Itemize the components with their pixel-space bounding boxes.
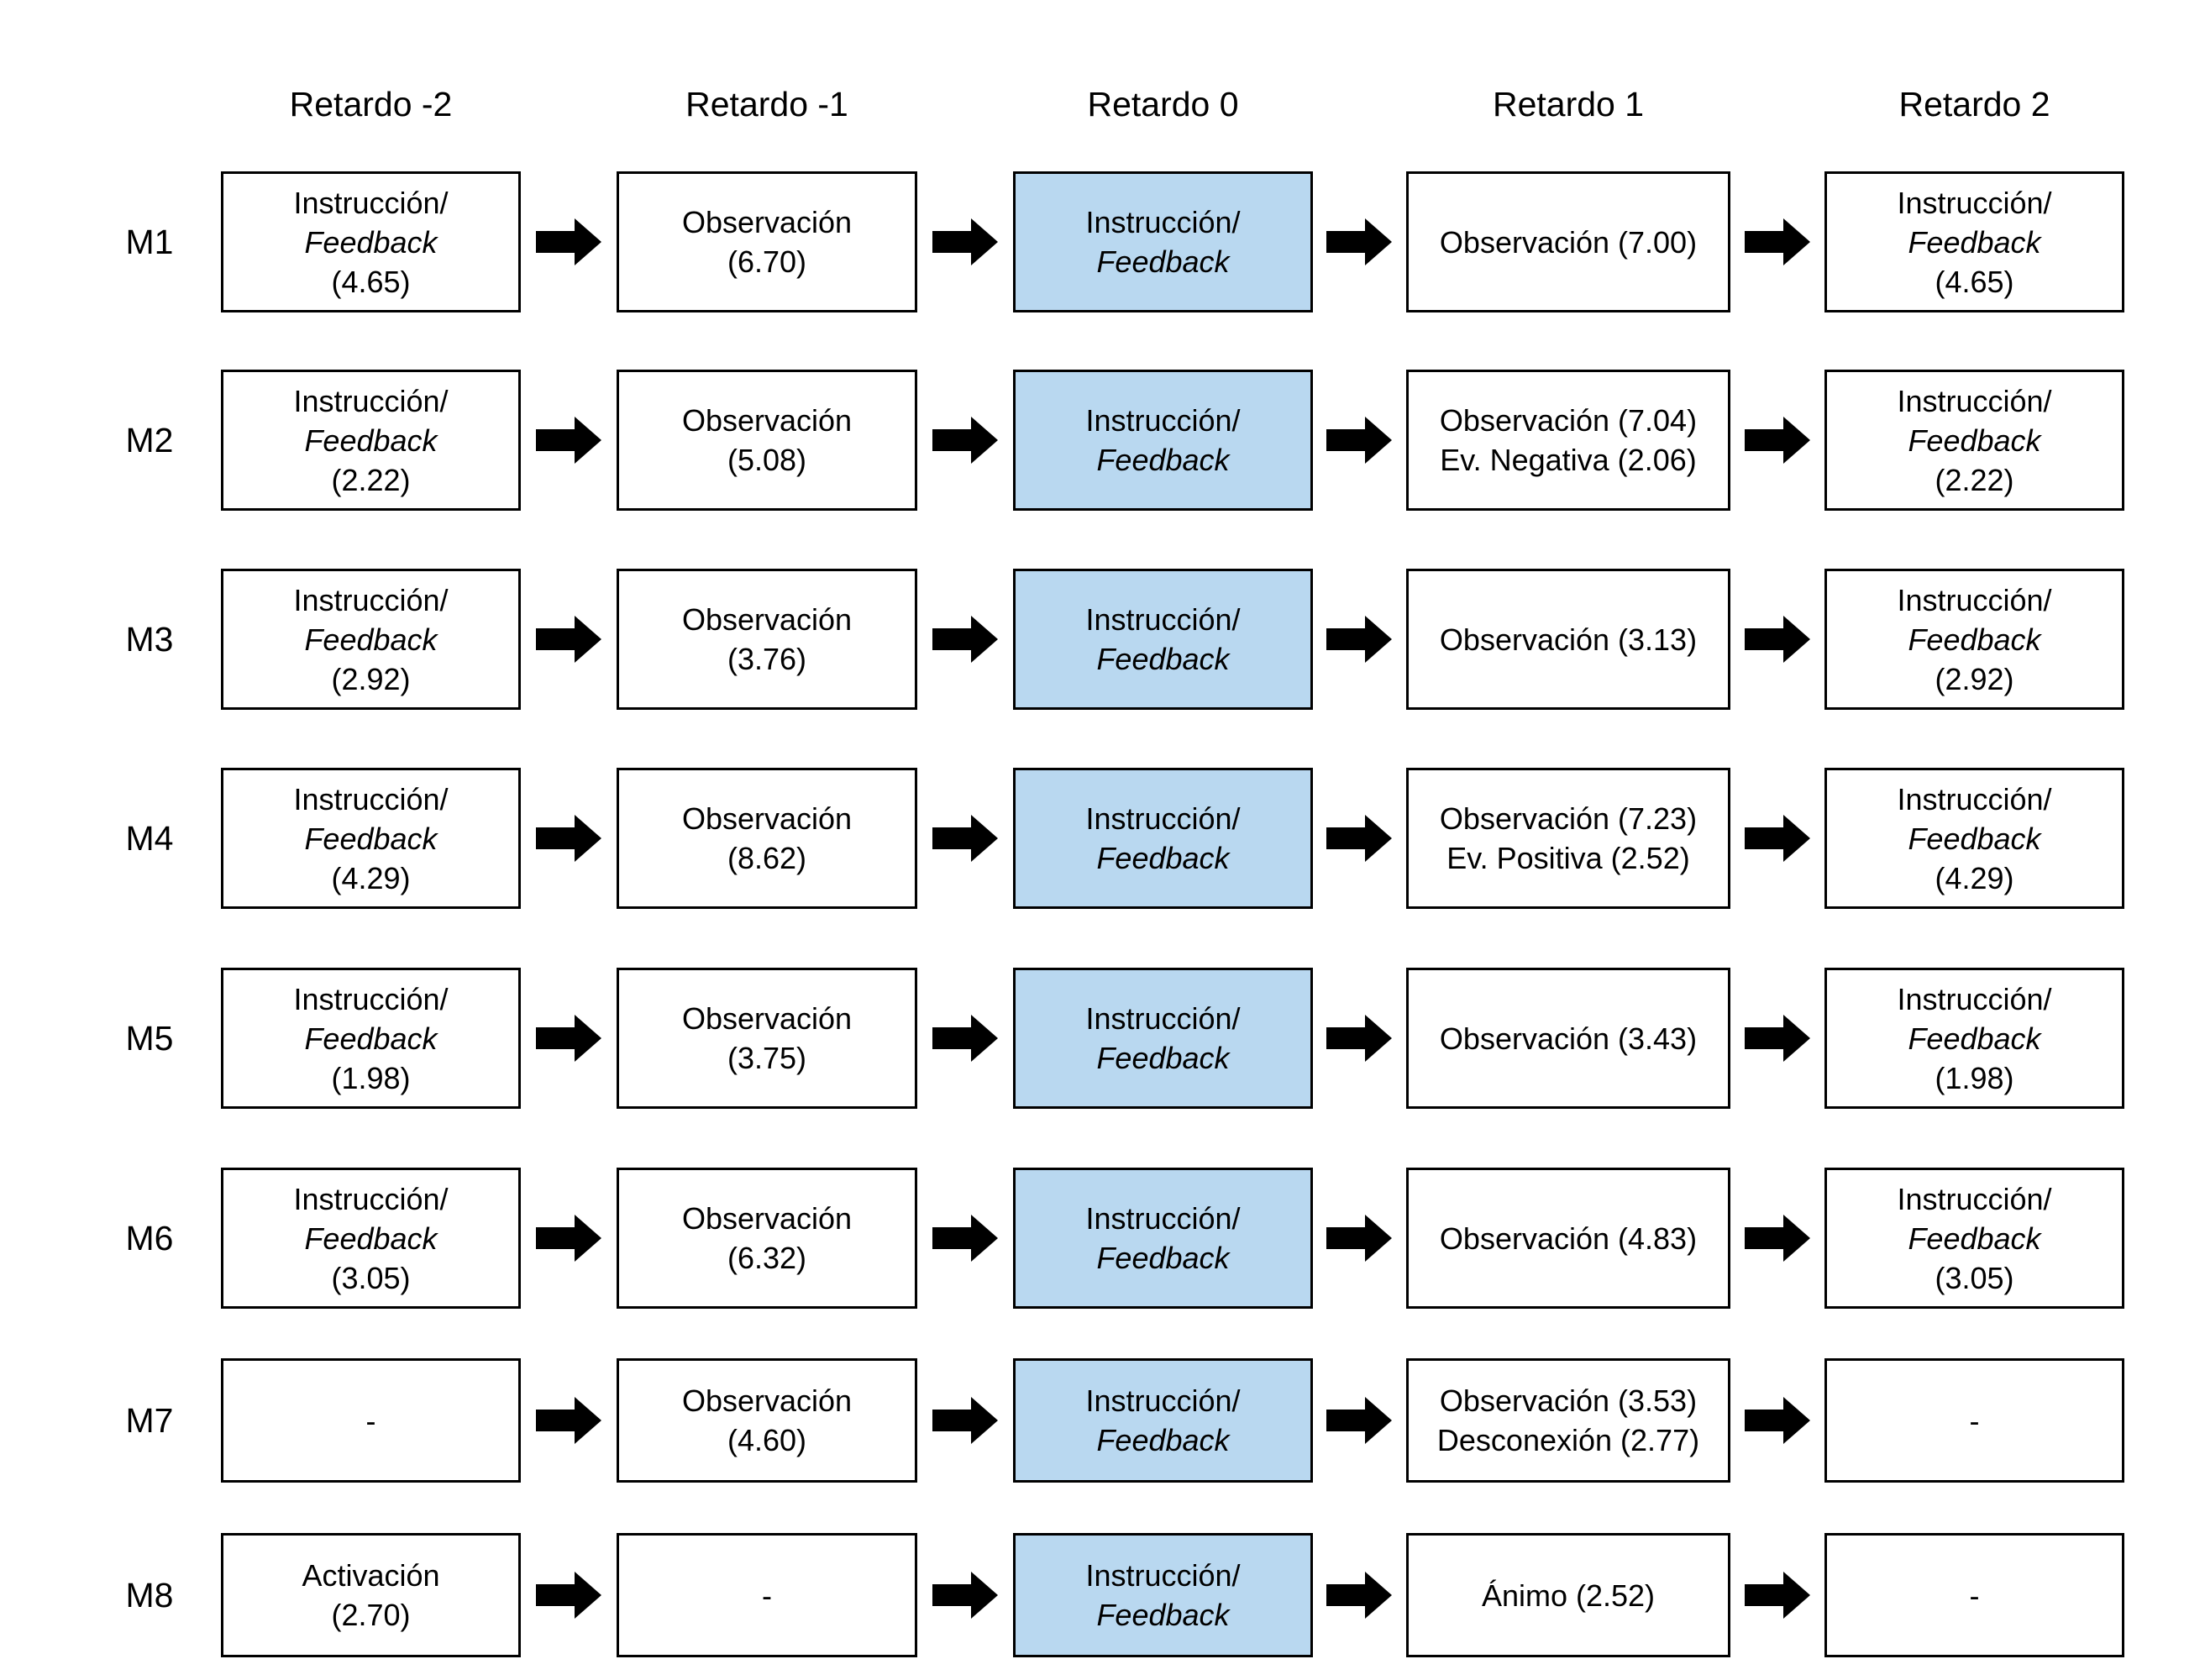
cell-line: (3.05) [331, 1260, 411, 1295]
cell-line: Ev. Positiva (2.52) [1446, 841, 1690, 875]
cell-line: Feedback [1096, 1041, 1230, 1075]
cell-line: Instrucción/ [293, 185, 449, 220]
cell-line: Instrucción/ [1085, 205, 1241, 239]
cell-box-highlight [1013, 569, 1313, 710]
arrow-right-icon [932, 616, 998, 663]
arrow-right-icon [536, 417, 601, 464]
row-label-m4: M4 [125, 818, 174, 858]
arrow-right-icon [536, 1572, 601, 1619]
cell-line: Instrucción/ [293, 582, 449, 617]
cell-box [617, 968, 917, 1109]
cell-line: Feedback [1096, 642, 1230, 676]
cell-line: Feedback [1096, 1598, 1230, 1632]
arrow-right-icon [932, 1215, 998, 1262]
cell-box [221, 370, 521, 511]
arrow-right-icon [1326, 417, 1392, 464]
cell-box [617, 171, 917, 312]
cell-line: (1.98) [331, 1060, 411, 1095]
arrow-right-icon [932, 1015, 998, 1062]
cell-line: Instrucción/ [1897, 582, 2052, 617]
cell-line: Observación [681, 205, 853, 239]
cell-line: Observación (7.00) [1439, 224, 1698, 260]
cell-line: Feedback [1096, 1423, 1230, 1457]
cell-line: Instrucción/ [1085, 1383, 1241, 1418]
cell-box [221, 171, 521, 312]
cell-box [221, 768, 521, 909]
cell-line: (3.76) [727, 642, 807, 676]
column-header: Retardo 0 [1087, 85, 1239, 123]
cell-box [617, 1168, 917, 1309]
cell-line: Instrucción/ [1085, 1558, 1241, 1593]
cell-line: (1.98) [1935, 1060, 2014, 1095]
column-header: Retardo 2 [1898, 85, 2050, 123]
cell-box [221, 968, 521, 1109]
cell-box [1824, 171, 2124, 312]
cell-line: Feedback [1096, 841, 1230, 875]
cell-line: Instrucción/ [1897, 981, 2052, 1016]
cell-line: Feedback [1908, 224, 2041, 260]
cell-line: Observación [681, 1201, 853, 1236]
cell-line: Observación (3.43) [1439, 1021, 1698, 1056]
cell-line: Instrucción/ [1085, 1201, 1241, 1236]
cell-line: Observación [681, 1001, 853, 1036]
arrow-right-icon [932, 1572, 998, 1619]
cell-line: (2.22) [331, 462, 411, 497]
cell-box [221, 1168, 521, 1309]
arrow-right-icon [1745, 1015, 1810, 1062]
cell-box [1406, 1358, 1730, 1483]
cell-box [221, 569, 521, 710]
arrow-right-icon [1745, 1572, 1810, 1619]
arrow-right-icon [536, 616, 601, 663]
cell-line: Ev. Negativa (2.06) [1440, 443, 1697, 477]
cell-box [617, 1358, 917, 1483]
cell-box [1824, 1533, 2124, 1657]
cell-line: Instrucción/ [1085, 602, 1241, 637]
cell-box-highlight [1013, 768, 1313, 909]
arrow-right-icon [1745, 616, 1810, 663]
cell-line: Observación [681, 801, 853, 836]
cell-line: Instrucción/ [293, 981, 449, 1016]
cell-line: - [1969, 1403, 1980, 1438]
cell-line: (4.29) [331, 860, 411, 895]
cell-box [1824, 370, 2124, 511]
arrow-right-icon [1745, 1397, 1810, 1444]
row-label-m8: M8 [125, 1575, 174, 1614]
row-label-m3: M3 [125, 619, 174, 659]
cell-line: (2.92) [331, 661, 411, 696]
cell-box [1824, 1358, 2124, 1483]
cell-line: - [762, 1578, 772, 1613]
cell-line: Instrucción/ [1085, 1001, 1241, 1036]
cell-box [1406, 768, 1730, 909]
cell-line: Observación (7.23) [1439, 801, 1698, 836]
cell-box [617, 370, 917, 511]
arrow-right-icon [1326, 218, 1392, 265]
arrow-right-icon [1326, 1572, 1392, 1619]
row-label-m6: M6 [125, 1218, 174, 1257]
cell-line: - [1969, 1578, 1980, 1613]
cell-line: Instrucción/ [293, 781, 449, 816]
cell-line: (4.65) [331, 264, 411, 299]
cell-line: Feedback [1096, 244, 1230, 279]
cell-line: Observación (4.83) [1439, 1221, 1698, 1256]
cell-line: Feedback [1908, 622, 2041, 657]
cell-line: Observación (7.04) [1439, 403, 1698, 438]
cell-line: (4.60) [727, 1423, 807, 1457]
cell-box [221, 1533, 521, 1657]
cell-line: Instrucción/ [1897, 781, 2052, 816]
arrow-right-icon [932, 815, 998, 862]
cell-box [1824, 1168, 2124, 1309]
cell-line: Feedback [304, 423, 438, 458]
cell-line: Feedback [1908, 1221, 2041, 1256]
arrow-right-icon [1326, 1015, 1392, 1062]
arrow-right-icon [932, 218, 998, 265]
cell-box [1406, 1533, 1730, 1657]
cell-line: Ánimo (2.52) [1481, 1578, 1656, 1613]
cell-line: - [365, 1403, 376, 1438]
cell-box [1406, 370, 1730, 511]
cell-line: (2.22) [1935, 462, 2014, 497]
arrow-right-icon [536, 815, 601, 862]
cell-box [221, 1358, 521, 1483]
arrow-right-icon [1745, 1215, 1810, 1262]
cell-box [617, 569, 917, 710]
cell-line: Feedback [1908, 1021, 2041, 1056]
arrow-right-icon [536, 1015, 601, 1062]
arrow-right-icon [1745, 417, 1810, 464]
arrow-right-icon [1326, 616, 1392, 663]
cell-line: Observación [681, 403, 853, 438]
arrow-right-icon [1326, 815, 1392, 862]
arrow-right-icon [536, 1215, 601, 1262]
cell-box [1824, 968, 2124, 1109]
cell-line: (8.62) [727, 841, 807, 875]
cell-line: Instrucción/ [1085, 403, 1241, 438]
cell-line: Instrucción/ [1897, 185, 2052, 220]
cell-line: Feedback [1908, 423, 2041, 458]
cell-line: Instrucción/ [1897, 1181, 2052, 1216]
cell-line: (4.65) [1935, 264, 2014, 299]
cell-line: Feedback [304, 1021, 438, 1056]
cell-line: (6.70) [727, 244, 807, 279]
column-header: Retardo -2 [289, 85, 453, 123]
cell-box [617, 1533, 917, 1657]
cell-line: Feedback [304, 821, 438, 856]
cell-box [1406, 1168, 1730, 1309]
column-header: Retardo 1 [1492, 85, 1645, 123]
cell-box-highlight [1013, 1168, 1313, 1309]
cell-box-highlight [1013, 1358, 1313, 1483]
arrow-right-icon [1745, 815, 1810, 862]
arrow-right-icon [536, 1397, 601, 1444]
cell-box [1824, 569, 2124, 710]
cell-line: Observación [681, 1383, 853, 1418]
arrow-right-icon [932, 417, 998, 464]
cell-line: Instrucción/ [1085, 801, 1241, 836]
cell-line: (3.05) [1935, 1260, 2014, 1295]
cell-line: Instrucción/ [293, 1181, 449, 1216]
cell-box-highlight [1013, 370, 1313, 511]
cell-line: Activación [302, 1558, 440, 1593]
cell-box [617, 768, 917, 909]
cell-line: Instrucción/ [293, 383, 449, 418]
row-label-m5: M5 [125, 1018, 174, 1058]
column-header: Retardo -1 [685, 85, 848, 123]
cell-line: Feedback [304, 224, 438, 260]
cell-box [1406, 171, 1730, 312]
cell-line: (3.75) [727, 1041, 807, 1075]
cell-line: Observación (3.13) [1439, 622, 1698, 657]
row-label-m2: M2 [125, 420, 174, 459]
cell-line: Feedback [304, 1221, 438, 1256]
arrow-right-icon [1745, 218, 1810, 265]
cell-line: (6.32) [727, 1241, 807, 1275]
cell-box [1406, 968, 1730, 1109]
cell-line: Desconexión (2.77) [1436, 1423, 1700, 1457]
arrow-right-icon [932, 1397, 998, 1444]
cell-line: (2.70) [331, 1598, 411, 1632]
cell-line: (2.92) [1935, 661, 2014, 696]
cell-line: Observación (3.53) [1439, 1383, 1698, 1418]
row-label-m7: M7 [125, 1400, 174, 1440]
cell-box-highlight [1013, 1533, 1313, 1657]
cell-box [1824, 768, 2124, 909]
cell-box [1406, 569, 1730, 710]
cell-line: (4.29) [1935, 860, 2014, 895]
arrow-right-icon [1326, 1215, 1392, 1262]
arrow-right-icon [1326, 1397, 1392, 1444]
cell-box-highlight [1013, 968, 1313, 1109]
row-label-m1: M1 [125, 222, 174, 261]
cell-line: Feedback [304, 622, 438, 657]
cell-line: Feedback [1096, 443, 1230, 477]
cell-line: Observación [681, 602, 853, 637]
arrow-right-icon [536, 218, 601, 265]
cell-line: Instrucción/ [1897, 383, 2052, 418]
cell-line: Feedback [1096, 1241, 1230, 1275]
cell-box-highlight [1013, 171, 1313, 312]
cell-line: (5.08) [727, 443, 807, 477]
cell-line: Feedback [1908, 821, 2041, 856]
